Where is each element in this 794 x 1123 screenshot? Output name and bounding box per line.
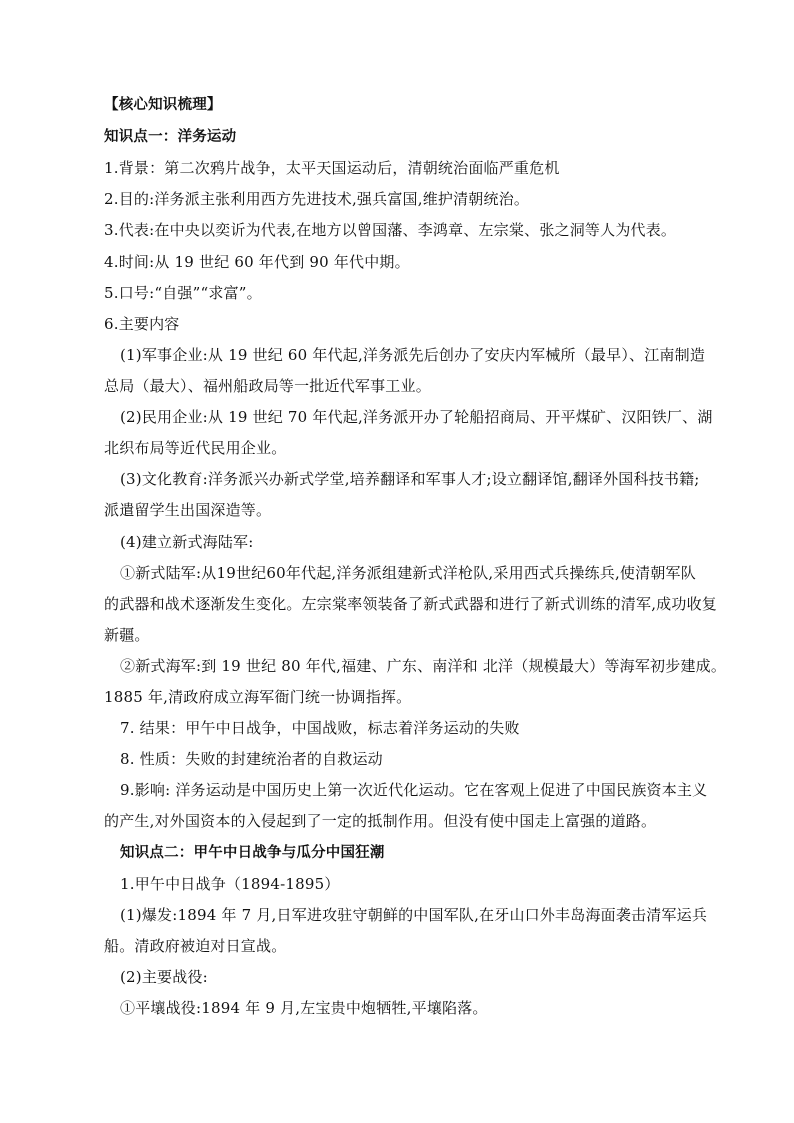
slogan-item: 5.口号:“自强”“求富”。 (104, 284, 262, 302)
navy-army-title: (4)建立新式海陆军: (120, 533, 254, 551)
result-item: 7. 结果：甲午中日战争，中国战败，标志着洋务运动的失败 (120, 719, 520, 737)
civil-enterprise-line-2: 北织布局等近代民用企业。 (104, 439, 287, 457)
education-line-2: 派遣留学生出国深造等。 (104, 501, 272, 519)
nature-item: 8. 性质：失败的封建统治者的自救运动 (120, 750, 383, 768)
army-line-2: 的武器和战术逐渐发生变化。左宗棠率领装备了新式武器和进行了新式训练的清军,成功收复 (104, 595, 717, 613)
battles-title: (2)主要战役: (120, 968, 208, 986)
main-content-item: 6.主要内容 (104, 315, 180, 333)
time-item: 4.时间:从 19 世纪 60 年代到 90 年代中期。 (104, 253, 410, 271)
army-line-3: 新疆。 (104, 626, 150, 644)
section2-title: 知识点二：甲午中日战争与瓜分中国狂潮 (120, 845, 385, 861)
navy-line-1: ②新式海军:到 19 世纪 80 年代,福建、广东、南洋和 北洋（规模最大）等海军初步建成。 (120, 657, 727, 675)
sino-japanese-war-title: 1.甲午中日战争（1894-1895） (120, 875, 340, 893)
military-enterprise-line-2: 总局（最大）、福州船政局等一批近代军事工业。 (104, 377, 431, 395)
outbreak-line-1: (1)爆发:1894 年 7 月,日军进攻驻守朝鲜的中国军队,在牙山口外丰岛海面袭击清军运兵 (120, 906, 708, 924)
civil-enterprise-line-1: (2)民用企业:从 19 世纪 70 年代起,洋务派开办了轮船招商局、开平煤矿、汉阳铁厂、湖 (120, 408, 713, 426)
military-enterprise-line-1: (1)军事企业:从 19 世纪 60 年代起,洋务派先后创办了安庆内军械所（最早）、江南制造 (120, 346, 706, 364)
background-item: 1.背景：第二次鸦片战争，太平天国运动后，清朝统治面临严重危机 (104, 159, 560, 177)
impact-line-1: 9.影响: 洋务运动是中国历史上第一次近代化运动。它在客观上促进了中国民族资本主义 (120, 781, 708, 799)
education-line-1: (3)文化教育:洋务派兴办新式学堂,培养翻译和军事人才;设立翻译馆,翻译外国科技书籍; (120, 470, 700, 488)
representatives-item: 3.代表:在中央以奕䜣为代表,在地方以曾国藩、李鸿章、左宗棠、张之洞等人为代表。 (104, 221, 677, 239)
pyongyang-battle-item: ①平壤战役:1894 年 9 月,左宝贵中炮牺牲,平壤陷落。 (120, 999, 488, 1017)
purpose-item: 2.目的:洋务派主张利用西方先进技术,强兵富国,维护清朝统治。 (104, 190, 530, 208)
outbreak-line-2: 船。清政府被迫对日宣战。 (104, 937, 287, 955)
impact-line-2: 的产生,对外国资本的入侵起到了一定的抵制作用。但没有使中国走上富强的道路。 (104, 812, 657, 830)
core-knowledge-heading: 【核心知识梳理】 (104, 97, 222, 113)
navy-line-2: 1885 年,清政府成立海军衙门统一协调指挥。 (104, 688, 412, 706)
section1-title: 知识点一：洋务运动 (104, 129, 237, 145)
army-line-1: ①新式陆军:从19世纪60年代起,洋务派组建新式洋枪队,采用西式兵操练兵,使清朝军队 (120, 564, 696, 582)
